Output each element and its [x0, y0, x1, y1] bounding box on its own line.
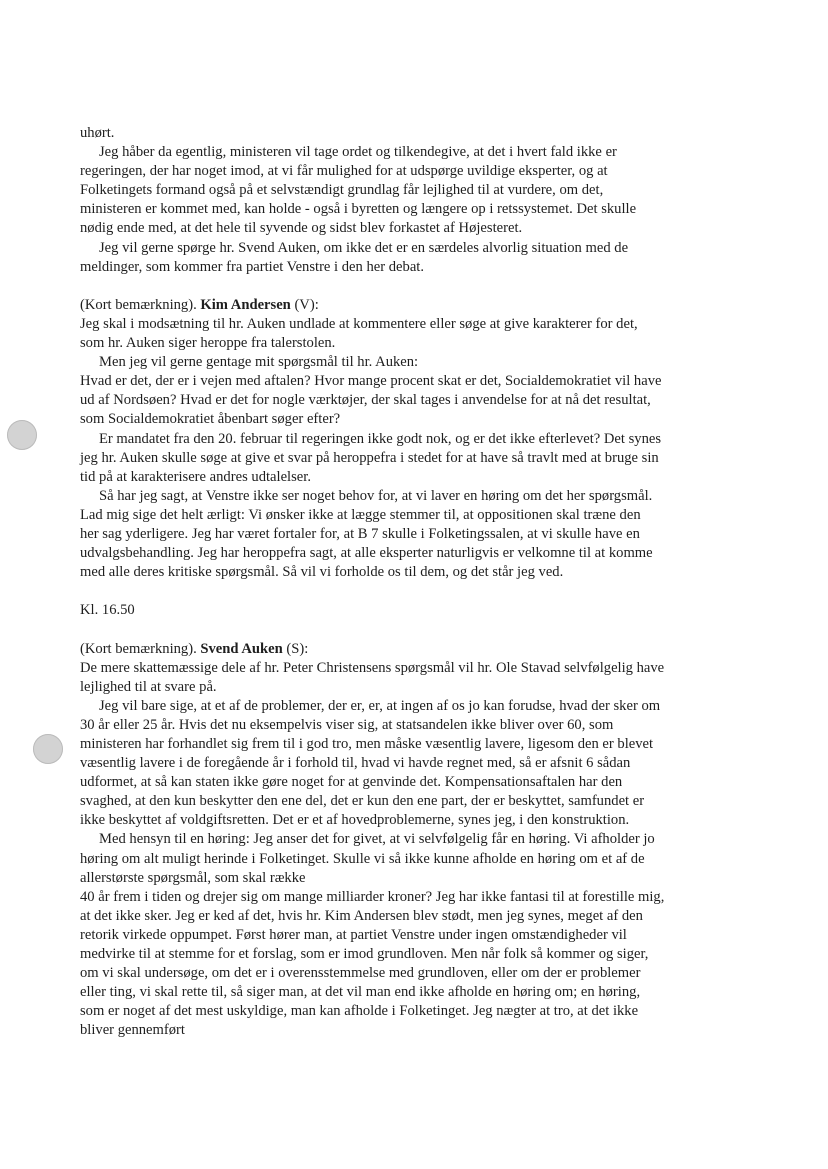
paragraph-svend-auken — [80, 640, 756, 1041]
text-line: medvirke til at stemme for et forslag, som er imod grundloven. Men når folk så kommer og siger, — [80, 946, 649, 963]
binder-hole-bottom — [33, 734, 63, 764]
text-line: Folketingets formand også på et selvstændigt grundlag får lejlighed til at vurdere, om det, — [80, 182, 604, 199]
text-line: Jeg vil bare sige, at et af de problemer, der er, er, at ingen af os jo kan forudse, hvad der sker om — [99, 697, 661, 714]
text-line: uhørt. — [80, 125, 115, 141]
text-line: som er noget af det mest uskyldige, man kan afholde i Folketinget. Jeg nægter at tro, at det ikke — [80, 1003, 639, 1020]
text-line: om vi skal undersøge, om det er i overensstemmelse med grundloven, eller om der er problemer — [80, 965, 641, 982]
text-line: jeg hr. Auken skulle søge at give et svar på heroppefra i stedet for at have så travlt med at bruge sin — [80, 449, 659, 466]
heading-prefix: (Kort bemærkning). — [80, 296, 201, 313]
text-line: meldinger, som kommer fra partiet Venstre i den her debat. — [80, 258, 425, 275]
text-line: lejlighed til at svare på. — [80, 678, 217, 695]
text-line: at det ikke sker. Jeg er ked af det, hvis hr. Kim Andersen blev stødt, men jeg synes, meget af den — [80, 907, 643, 924]
document-page — [80, 124, 756, 1041]
text-line: nødig ende med, at det hele til syvende og sidst blev forkastet af Højesteret. — [80, 220, 523, 237]
text-line: her sag yderligere. Jeg har været fortaler for, at B 7 skulle i Folketingssalen, at vi skulle have en — [80, 525, 640, 542]
text-line: ministeren har forhandlet sig frem til i god tro, men måske væsentlig lavere, ligesom den er blevet — [80, 736, 654, 752]
text-line: som Socialdemokratiet åbenbart søger efter? — [80, 411, 341, 428]
text-line: udformet, at så kan staten ikke gøre noget for at genvinde det. Kompensationsaftalen har den — [80, 774, 623, 791]
text-line: Er mandatet fra den 20. februar til regeringen ikke godt nok, og er det ikke efterlevet? Det synes — [99, 430, 662, 447]
speaker-name: Kim Andersen — [200, 296, 291, 313]
time-text: Kl. 16.50 — [80, 602, 135, 619]
text-line: svaghed, at den kun beskytter den ene del, det er kun den ene part, der er beskyttet, samfundet er — [80, 793, 645, 810]
text-line: med alle deres kritiske spørgsmål. Så vil vi forholde os til dem, og det står jeg ved. — [80, 564, 564, 581]
text-line: eller ting, vi skal rette til, så siger man, at det vil man end ikke afholde en høring om; en høring, — [80, 984, 641, 1001]
text-line: tid på at karakterisere andres udtalelser. — [80, 468, 311, 485]
text-line: De mere skattemæssige dele af hr. Peter Christensens spørgsmål vil hr. Ole Stavad selvfølgelig have — [80, 659, 665, 676]
text-line: bliver gennemført — [80, 1022, 185, 1039]
text-line: høring om alt muligt herinde i Folketinget. Skulle vi så ikke kunne afholde en høring om et af de — [80, 850, 645, 867]
text-line: retorik virkede oppumpet. Først hører man, at partiet Venstre under ingen omstændigheder vil — [80, 926, 627, 943]
text-line: 40 år frem i tiden og drejer sig om mange milliarder kroner? Jeg har ikke fantasi til at forestille mig, — [80, 888, 665, 905]
speaker-heading — [80, 640, 756, 659]
text-line: 30 år eller 25 år. Hvis det nu eksempelvis viser sig, at statsandelen ikke bliver over 60, som — [80, 716, 614, 733]
speaker-heading — [80, 296, 756, 315]
text-line: Lad mig sige det helt ærligt: Vi ønsker ikke at lægge stemmer til, at oppositionen skal træne den — [80, 506, 641, 523]
heading-prefix: (Kort bemærkning). — [80, 640, 201, 657]
text-line: allerstørste spørgsmål, som skal række — [80, 869, 306, 886]
speaker-name: Svend Auken — [200, 640, 283, 657]
binder-hole-top — [7, 420, 37, 450]
text-line: Jeg skal i modsætning til hr. Auken undlade at kommentere eller søge at give karakterer for det, — [80, 315, 638, 332]
speaker-party: (S): — [282, 640, 309, 657]
text-line: Jeg vil gerne spørge hr. Svend Auken, om ikke det er en særdeles alvorlig situation med de — [99, 239, 629, 256]
text-line: som hr. Auken siger heroppe fra talerstolen. — [80, 335, 336, 352]
text-line: regeringen, der har noget imod, at vi får mulighed for at udspørge uvildige eksperter, og at — [80, 163, 608, 180]
text-line: Så har jeg sagt, at Venstre ikke ser noget behov for, at vi laver en høring om det her spørgsmål. — [99, 487, 653, 504]
paragraph-1 — [80, 124, 756, 277]
text-line: Med hensyn til en høring: Jeg anser det for givet, at vi selvfølgelig får en høring. Vi afholder jo — [99, 831, 655, 848]
text-line: ministeren er kommet med, kan holde - også i byretten og længere op i retssystemet. Det skulle — [80, 201, 637, 218]
text-line: Hvad er det, der er i vejen med aftalen? Hvor mange procent skat er det, Socialdemokratiet vil have — [80, 373, 662, 390]
text-line: ud af Nordsøen? Hvad er det for nogle værktøjer, der skal tages i anvendelse for at nå det resultat, — [80, 392, 651, 409]
text-line: ikke beskyttet af voldgiftsretten. Det er et af hovedproblemerne, synes jeg, i den konstruktion. — [80, 812, 630, 829]
text-line: væsentlig lavere i de foregående år i forhold til, hvad vi havde regnet med, så er afsnit 6 sådan — [80, 755, 631, 772]
speaker-party: (V): — [290, 296, 319, 313]
paragraph-kim-andersen — [80, 296, 756, 582]
text-line: udvalgsbehandling. Jeg har heroppefra sagt, at alle eksperter naturligvis er velkomne til at komme — [80, 545, 653, 562]
text-line: Jeg håber da egentlig, ministeren vil tage ordet og tilkendegive, at det i hvert fald ikke er — [99, 144, 617, 161]
time-stamp — [80, 601, 756, 620]
text-line: Men jeg vil gerne gentage mit spørgsmål til hr. Auken: — [99, 354, 419, 371]
